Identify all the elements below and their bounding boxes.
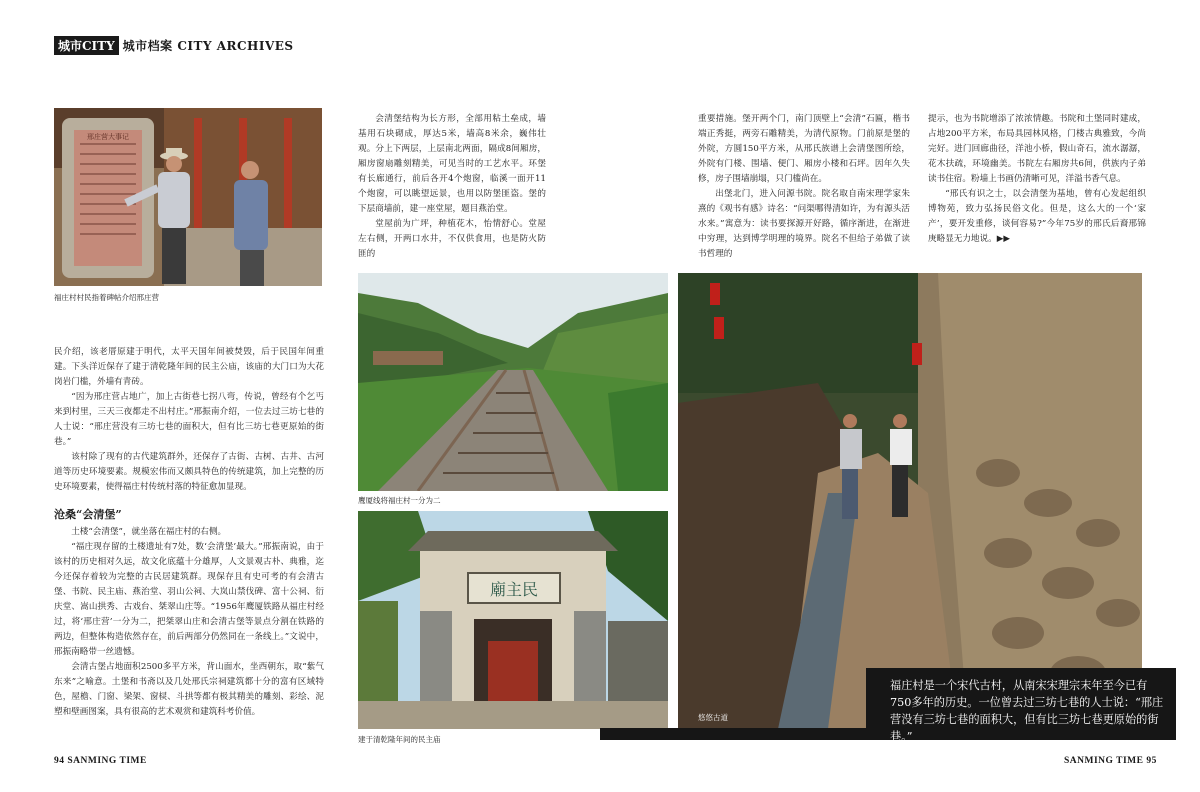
col4-paragraph-1: 提示，也为书院增添了浓浓情趣。书院和土堡同时建成，占地200平方米，布局具园林风格，门楼古典雅致，今尚完好。进门回廊曲径，洋池小桥，假山奇石，流水潺潺，花木扶疏，环境幽美。书院左右厢房共6间，供族内子弟读书住宿。粉墙上书画仍清晰可见，洋溢书香气息。 bbox=[928, 114, 1146, 184]
photo-railway bbox=[358, 273, 668, 491]
col3-paragraph-2: 出堡北门，进入问源书院。院名取自南宋理学家朱熹的《观书有感》诗名：“问渠哪得清如许，为有源头活水来。”寓意为：读书要探源开好路，循序渐进，在渐进中穷理，达到博学明理的境界。院名不但给子弟做了读书哲理的 bbox=[698, 189, 910, 259]
caption-photo4: 悠悠古道 bbox=[698, 713, 728, 722]
caption-photo1: 福庄村村民指着碑帖介绍邢庄营 bbox=[54, 293, 159, 302]
folio-left: 94 SANMING TIME bbox=[54, 756, 147, 766]
col2-paragraph-1: 会清堡结构为长方形，全部用粘土垒成，墙基用石块砌成，厚达5米，墙高8米余，巍伟壮观。分上下两层，上层南北两面，隔成8间厢房，厢房窗扇雕刻精美，可见当时的工艺水平。环堡有长廊通行，前后各开4个炮窗，临溪一面开11个炮窗，可以眺望远景，也用以防堡匪盗。堡的下层商墙前，建一座堂屋，题目燕治堂。 bbox=[358, 114, 546, 214]
section-tag: 城市CITY bbox=[54, 36, 119, 55]
col4-paragraph-2: “邢氏有识之士，以会清堡为基地，曾有心发起组织博物苑，致力弘扬民俗文化。但是，这么大的一个‘家产’，要开发重修，谈何容易?”今年75岁的邢氏后裔邢锦庚略显无力地说。▶▶ bbox=[928, 189, 1146, 244]
column-1 bbox=[54, 345, 324, 720]
col1-heading: 沧桑“会清堡” bbox=[54, 508, 122, 521]
photo-ancient-path bbox=[678, 273, 1142, 729]
quote-band bbox=[600, 728, 866, 740]
folio-right: SANMING TIME 95 bbox=[1064, 756, 1157, 766]
stele-title: 邢庄营大事记 bbox=[87, 133, 129, 141]
section-title: 城市档案 CITY ARCHIVES bbox=[122, 39, 294, 53]
section-header bbox=[54, 36, 294, 55]
pull-quote: 福庄村是一个宋代古村，从南宋宋理宗末年至今已有750多年的历史。一位曾去过三坊七巷的人士说：“邢庄营没有三坊七巷的面积大，但有比三坊七巷更原始的街巷。” bbox=[866, 668, 1176, 740]
column-4 bbox=[928, 112, 1146, 247]
photo-temple bbox=[358, 511, 668, 729]
column-2 bbox=[358, 112, 546, 262]
caption-photo2: 鹰厦线将福庄村一分为二 bbox=[358, 496, 441, 505]
col1-paragraph-1: 民介绍，该老厝原建于明代，太平天国年间被焚毁，后于民国年间重建。下头洋近保存了建于清乾隆年间的民主公庙，该庙的大门口为大花岗岩门槛，外墙有青砖。 bbox=[54, 347, 324, 387]
col1-paragraph-3: 该村除了现有的古代建筑群外，还保存了古街、古树、古井、古河道等历史环境要素。规模宏伟而又颇具特色的传统建筑，加上完整的历史环境要素，使得福庄村传统村落的特征愈加显现。 bbox=[54, 452, 324, 492]
col1-paragraph-4: 土楼“会清堡”，就坐落在福庄村的右侧。 bbox=[71, 527, 227, 537]
caption-photo3: 建于清乾隆年间的民主庙 bbox=[358, 735, 441, 744]
column-3 bbox=[698, 112, 910, 262]
col3-paragraph-1: 重要措施。堡开两个门，南门顶壁上“会清”石匾，楷书端正秀挺，两旁石雕精美，为清代原物。门前原是堡的外院，方圆150平方米，从邢氏族谱上会清堡图所绘，外院有门楼、围墙、便门、厢房小楼和石坪。因年久失修，房子围墙崩塌，只门槛尚在。 bbox=[698, 114, 910, 184]
col1-paragraph-6: 会清古堡占地面积2500多平方米，背山面水，坐西朝东，取“紫气东来”之喻意。土堡和书斋以及几处邢氏宗祠建筑都十分的富有区域特色，屋檐、门窗、梁架、窗棂、斗拱等都有极其精美的雕刻、彩绘、泥塑和壁画图案，具有很高的艺术观赏和建筑科考价值。 bbox=[54, 662, 324, 717]
col1-paragraph-5: “福庄现存留的土楼遗址有7处，数‘会清堡’最大。”邢振南说，由于该村的历史相对久远，故文化底蕴十分雄厚，人文景观古朴、典雅，迄今还保存着较为完整的古民居建筑群。现保存且有史可考的有会清古堡、书院、民主庙、燕治堂、羽山公祠、大岚山禁伐碑、富十公祠、衍庆堂、嵩山拱秀、古戏台、桀翠山庄等。“1956年鹰厦铁路从福庄村经过，将‘邢庄营’一分为二，把桀翠山庄和会清古堡等景点分割在铁路的两边，但整体构造依然存在，前后两部分仍然同在一条线上。”文说中，邢振南略带一丝遗憾。 bbox=[54, 542, 324, 657]
col2-paragraph-2: 堂屋前为广坪，种植花木，怡情舒心。堂屋左右侧，开两口水井，不仅供食用，也是防火防匪的 bbox=[358, 219, 546, 259]
temple-plaque: 廟主民 bbox=[489, 580, 539, 599]
photo-villagers-stele bbox=[54, 108, 322, 286]
col1-paragraph-2: “因为邢庄营占地广，加上古街巷七拐八弯，传说，曾经有个乞丐来到村里，三天三夜都走不出村庄。”邢振南介绍，一位去过三坊七巷的人士说：“邢庄营没有三坊七巷的面积大，但有比三坊七巷更原始的街巷。” bbox=[54, 392, 324, 447]
